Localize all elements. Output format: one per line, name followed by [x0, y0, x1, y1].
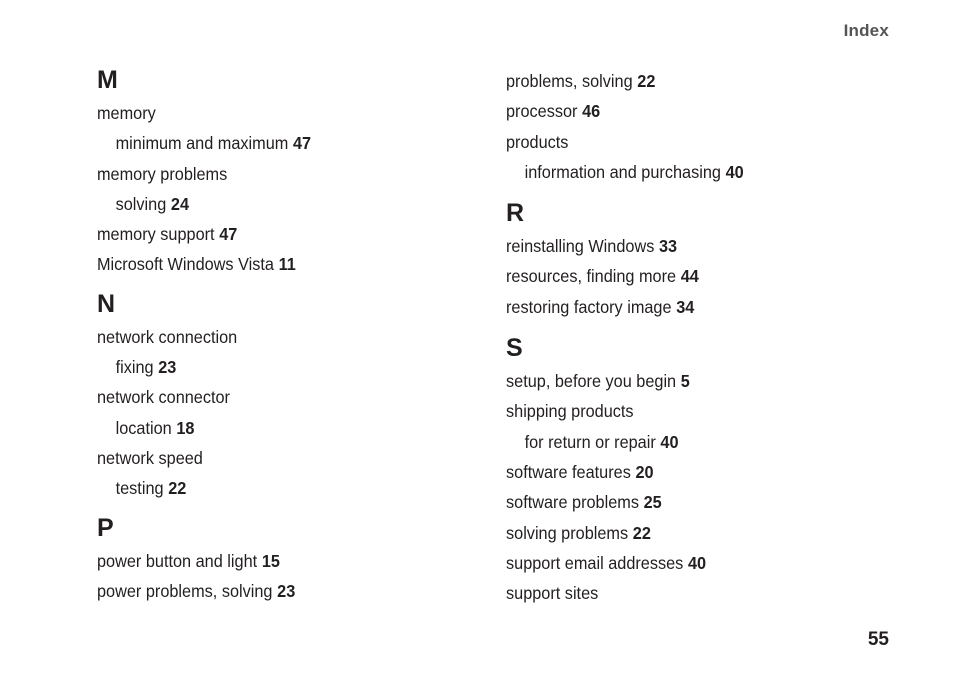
page-reference: 33 — [658, 236, 678, 257]
index-entry — [506, 396, 878, 426]
index-section-n — [97, 288, 497, 504]
page-reference: 11 — [278, 254, 296, 275]
index-subentry — [97, 128, 469, 158]
entry-term: solving — [115, 193, 167, 214]
entry-term: memory problems — [97, 163, 228, 184]
page-reference: 40 — [687, 552, 707, 573]
entry-term: support sites — [506, 583, 599, 604]
index-entry — [506, 366, 878, 396]
entry-term: processor — [506, 101, 578, 122]
index-section-r — [506, 197, 906, 322]
section-letter: R — [506, 199, 525, 228]
entry-term: reinstalling Windows — [506, 236, 655, 257]
section-letter: P — [97, 513, 114, 542]
page-reference: 44 — [680, 266, 699, 287]
entry-term: Microsoft Windows Vista — [97, 254, 274, 275]
entry-term: fixing — [115, 357, 154, 378]
entry-term: shipping products — [506, 401, 634, 422]
index-section-p-continued — [506, 66, 906, 187]
page-reference: 25 — [643, 492, 662, 513]
index-section-p — [97, 512, 497, 607]
entry-term: for return or repair — [524, 431, 656, 452]
index-entry — [506, 548, 878, 578]
entry-term: testing — [115, 478, 164, 499]
entry-term: location — [115, 417, 172, 438]
entry-term: memory support — [97, 224, 215, 245]
page-reference: 15 — [261, 550, 280, 571]
index-subentry — [97, 352, 469, 382]
index-entry — [97, 546, 469, 576]
index-entry — [506, 231, 878, 261]
index-section-s — [506, 332, 906, 608]
entry-term: information and purchasing — [524, 161, 721, 182]
index-entry — [506, 96, 878, 126]
entry-term: power problems, solving — [97, 580, 273, 601]
page-reference: 47 — [292, 133, 312, 154]
page-reference: 22 — [632, 522, 651, 543]
entry-term: network connector — [97, 387, 230, 408]
entry-term: minimum and maximum — [115, 133, 289, 154]
index-entry — [506, 292, 878, 322]
section-letter: M — [97, 66, 118, 94]
index-column-right — [506, 66, 906, 608]
entry-term: problems, solving — [506, 71, 633, 91]
index-entry — [97, 443, 469, 473]
index-entry — [97, 382, 469, 412]
index-entry — [97, 98, 469, 128]
page-reference: 18 — [176, 417, 195, 438]
index-entry — [97, 576, 469, 606]
page-reference: 5 — [680, 371, 690, 392]
index-entry — [506, 487, 878, 517]
index-column-left — [97, 64, 497, 606]
index-entry — [506, 66, 878, 96]
entry-term: memory — [97, 103, 156, 123]
index-subentry — [506, 427, 878, 457]
page-reference: 20 — [635, 461, 654, 482]
index-subentry — [97, 189, 469, 219]
page-reference: 34 — [676, 296, 695, 317]
index-section-m — [97, 64, 497, 280]
entry-term: resources, finding more — [506, 266, 677, 287]
entry-term: software problems — [506, 492, 639, 513]
index-entry — [506, 457, 878, 487]
entry-term: support email addresses — [506, 552, 684, 573]
index-entry — [97, 159, 469, 189]
index-entry — [506, 261, 878, 291]
page-number: 55 — [867, 629, 889, 650]
entry-term: restoring factory image — [506, 296, 672, 317]
index-entry — [506, 518, 878, 548]
entry-term: products — [506, 131, 569, 152]
entry-term: network speed — [97, 447, 203, 468]
page-reference: 46 — [582, 101, 601, 122]
index-entry — [97, 249, 469, 279]
entry-term: network connection — [97, 326, 238, 347]
index-subentry — [97, 413, 469, 443]
page-reference: 40 — [660, 431, 679, 452]
page-reference: 23 — [277, 580, 296, 601]
page-reference: 40 — [725, 161, 744, 182]
section-letter: S — [506, 334, 523, 363]
index-entry — [506, 127, 878, 157]
page-reference: 23 — [158, 357, 177, 378]
index-entry — [506, 578, 878, 608]
index-subentry — [97, 473, 469, 503]
entry-term: solving problems — [506, 522, 629, 543]
entry-term: software features — [506, 461, 631, 482]
page-reference: 22 — [168, 478, 187, 499]
entry-term: power button and light — [97, 550, 258, 571]
index-subentry — [506, 157, 878, 187]
page-reference: 22 — [637, 71, 656, 91]
section-letter: N — [97, 289, 116, 318]
index-entry — [97, 219, 469, 249]
running-header: Index — [843, 21, 889, 40]
entry-term: setup, before you begin — [506, 371, 677, 392]
index-entry — [97, 322, 469, 352]
page-reference: 24 — [170, 193, 190, 214]
page-reference: 47 — [219, 224, 238, 245]
